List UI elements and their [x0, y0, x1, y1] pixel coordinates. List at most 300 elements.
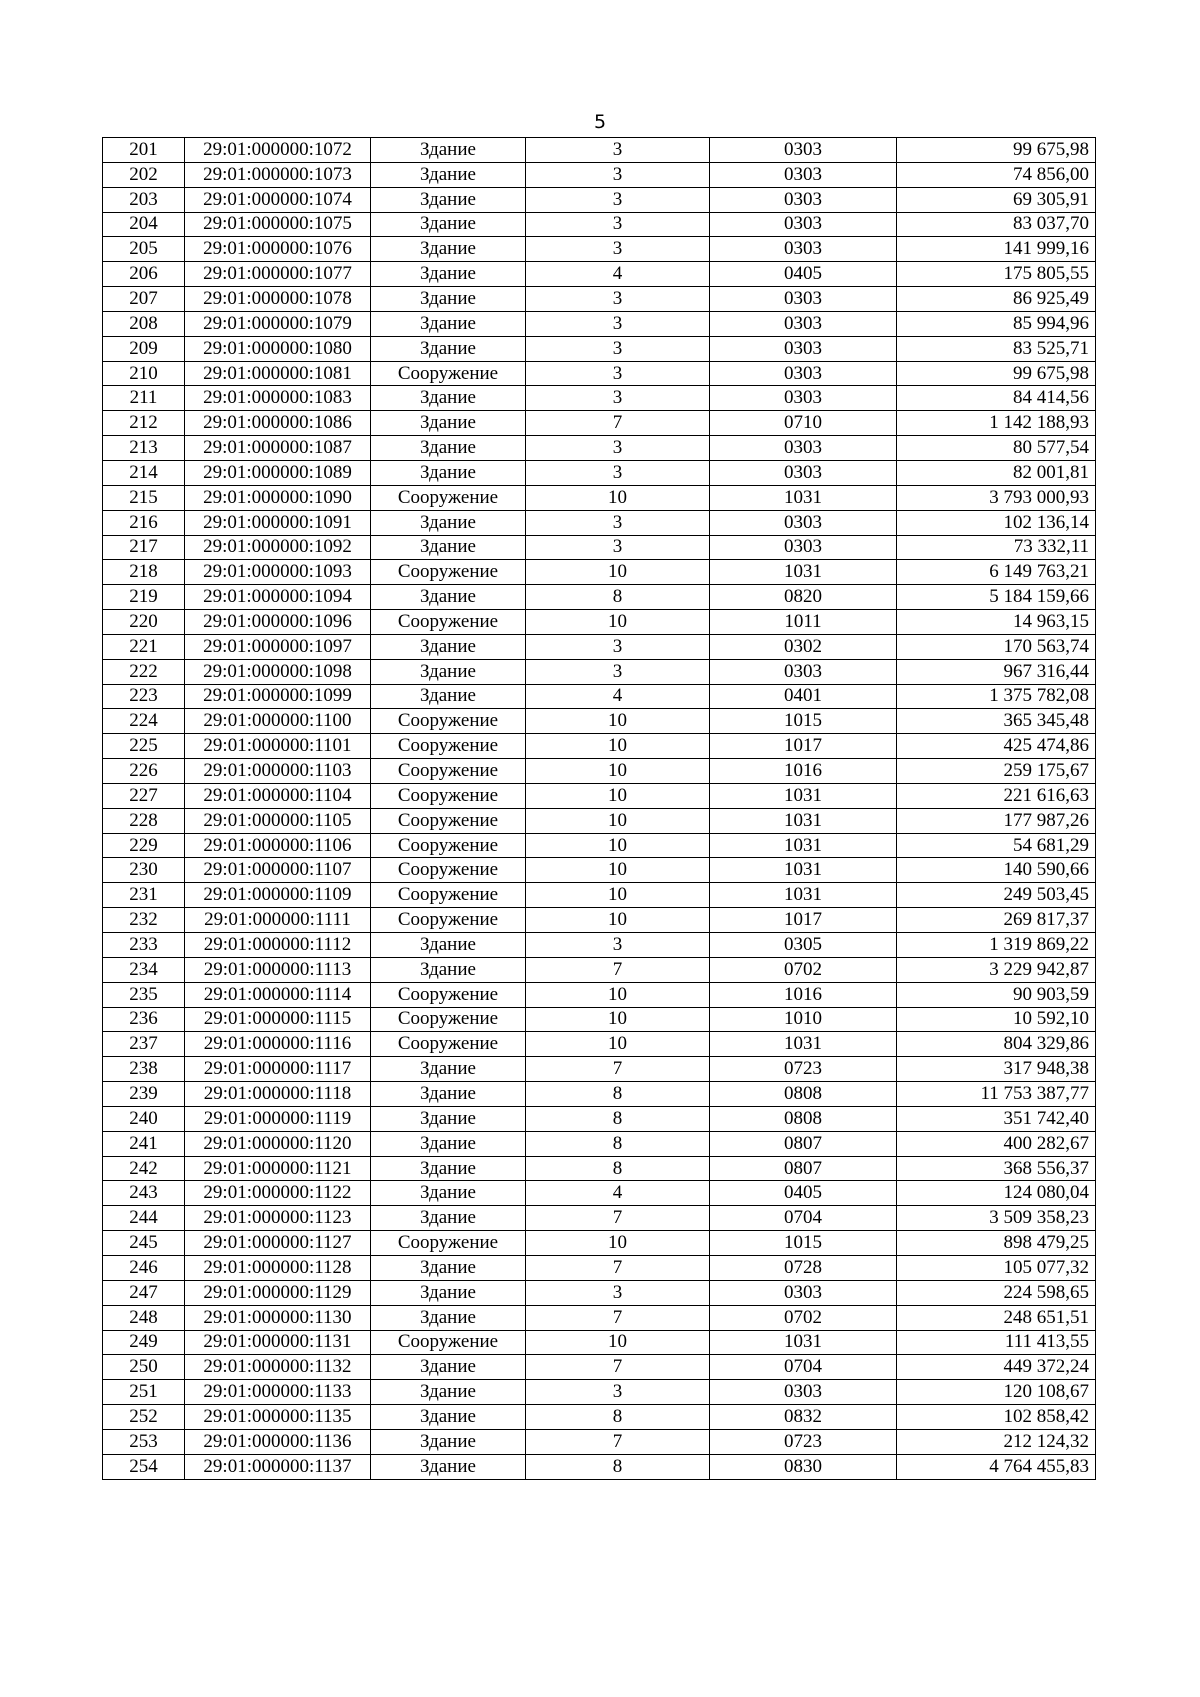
code: 0830	[710, 1454, 897, 1479]
object-type: Сооружение	[371, 560, 526, 585]
row-number: 234	[103, 957, 185, 982]
page-number: 5	[593, 111, 607, 133]
table-row	[103, 1330, 1096, 1355]
group-number: 3	[526, 311, 710, 336]
group-number: 8	[526, 1454, 710, 1479]
group-number: 3	[526, 237, 710, 262]
code: 1031	[710, 485, 897, 510]
cadastral-value: 400 282,67	[897, 1131, 1096, 1156]
row-number: 242	[103, 1156, 185, 1181]
cadastral-number: 29:01:000000:1121	[185, 1156, 371, 1181]
cadastral-number: 29:01:000000:1100	[185, 709, 371, 734]
code: 0405	[710, 262, 897, 287]
table-row	[103, 659, 1096, 684]
group-number: 10	[526, 908, 710, 933]
cadastral-value: 1 375 782,08	[897, 684, 1096, 709]
table-row	[103, 1156, 1096, 1181]
cadastral-number: 29:01:000000:1103	[185, 759, 371, 784]
cadastral-value: 90 903,59	[897, 982, 1096, 1007]
group-number: 3	[526, 138, 710, 163]
row-number: 229	[103, 833, 185, 858]
object-type: Сооружение	[371, 1007, 526, 1032]
table-row	[103, 684, 1096, 709]
group-number: 10	[526, 759, 710, 784]
group-number: 7	[526, 957, 710, 982]
cadastral-number: 29:01:000000:1098	[185, 659, 371, 684]
object-type: Сооружение	[371, 361, 526, 386]
group-number: 7	[526, 1355, 710, 1380]
group-number: 8	[526, 1082, 710, 1107]
group-number: 8	[526, 585, 710, 610]
object-type: Здание	[371, 1057, 526, 1082]
group-number: 10	[526, 833, 710, 858]
table-row	[103, 957, 1096, 982]
row-number: 252	[103, 1405, 185, 1430]
cadastral-value: 1 319 869,22	[897, 933, 1096, 958]
code: 0807	[710, 1131, 897, 1156]
code: 0303	[710, 212, 897, 237]
row-number: 219	[103, 585, 185, 610]
cadastral-value: 212 124,32	[897, 1429, 1096, 1454]
cadastral-value: 175 805,55	[897, 262, 1096, 287]
row-number: 244	[103, 1206, 185, 1231]
row-number: 218	[103, 560, 185, 585]
code: 0303	[710, 436, 897, 461]
cadastral-number: 29:01:000000:1087	[185, 436, 371, 461]
code: 1031	[710, 783, 897, 808]
row-number: 226	[103, 759, 185, 784]
object-type: Сооружение	[371, 982, 526, 1007]
object-type: Здание	[371, 187, 526, 212]
row-number: 224	[103, 709, 185, 734]
row-number: 211	[103, 386, 185, 411]
code: 0704	[710, 1206, 897, 1231]
group-number: 10	[526, 709, 710, 734]
code: 0702	[710, 957, 897, 982]
object-type: Здание	[371, 1355, 526, 1380]
cadastral-number: 29:01:000000:1105	[185, 808, 371, 833]
code: 1031	[710, 1330, 897, 1355]
group-number: 8	[526, 1131, 710, 1156]
cadastral-number: 29:01:000000:1120	[185, 1131, 371, 1156]
table-row	[103, 585, 1096, 610]
row-number: 215	[103, 485, 185, 510]
group-number: 3	[526, 436, 710, 461]
object-type: Здание	[371, 933, 526, 958]
cadastral-value: 898 479,25	[897, 1231, 1096, 1256]
code: 0303	[710, 535, 897, 560]
row-number: 248	[103, 1305, 185, 1330]
table-row	[103, 933, 1096, 958]
cadastral-value: 249 503,45	[897, 883, 1096, 908]
table-row	[103, 1181, 1096, 1206]
table-row	[103, 1082, 1096, 1107]
code: 1010	[710, 1007, 897, 1032]
object-type: Сооружение	[371, 610, 526, 635]
cadastral-value: 69 305,91	[897, 187, 1096, 212]
cadastral-value: 317 948,38	[897, 1057, 1096, 1082]
table-row	[103, 1380, 1096, 1405]
table-row	[103, 336, 1096, 361]
object-type: Здание	[371, 162, 526, 187]
group-number: 10	[526, 982, 710, 1007]
cadastral-number: 29:01:000000:1096	[185, 610, 371, 635]
group-number: 7	[526, 411, 710, 436]
row-number: 221	[103, 634, 185, 659]
row-number: 227	[103, 783, 185, 808]
cadastral-value: 248 651,51	[897, 1305, 1096, 1330]
object-type: Здание	[371, 1305, 526, 1330]
code: 0728	[710, 1255, 897, 1280]
table-row	[103, 833, 1096, 858]
group-number: 10	[526, 1330, 710, 1355]
group-number: 10	[526, 734, 710, 759]
group-number: 10	[526, 858, 710, 883]
cadastral-value: 10 592,10	[897, 1007, 1096, 1032]
code: 0303	[710, 659, 897, 684]
row-number: 243	[103, 1181, 185, 1206]
code: 0303	[710, 162, 897, 187]
object-type: Сооружение	[371, 783, 526, 808]
code: 1015	[710, 709, 897, 734]
row-number: 240	[103, 1106, 185, 1131]
cadastral-number: 29:01:000000:1118	[185, 1082, 371, 1107]
cadastral-value: 80 577,54	[897, 436, 1096, 461]
cadastral-number: 29:01:000000:1074	[185, 187, 371, 212]
code: 1031	[710, 808, 897, 833]
cadastral-value: 140 590,66	[897, 858, 1096, 883]
object-type: Здание	[371, 336, 526, 361]
cadastral-number: 29:01:000000:1078	[185, 287, 371, 312]
code: 1017	[710, 734, 897, 759]
object-type: Здание	[371, 212, 526, 237]
group-number: 8	[526, 1156, 710, 1181]
object-type: Здание	[371, 138, 526, 163]
cadastral-number: 29:01:000000:1116	[185, 1032, 371, 1057]
code: 1031	[710, 858, 897, 883]
table-row	[103, 982, 1096, 1007]
object-type: Здание	[371, 957, 526, 982]
group-number: 3	[526, 659, 710, 684]
code: 0405	[710, 1181, 897, 1206]
table-row	[103, 162, 1096, 187]
cadastral-number: 29:01:000000:1106	[185, 833, 371, 858]
table-row	[103, 212, 1096, 237]
cadastral-value: 3 793 000,93	[897, 485, 1096, 510]
object-type: Здание	[371, 1106, 526, 1131]
row-number: 241	[103, 1131, 185, 1156]
group-number: 7	[526, 1057, 710, 1082]
cadastral-value: 102 858,42	[897, 1405, 1096, 1430]
code: 0723	[710, 1429, 897, 1454]
object-type: Здание	[371, 1181, 526, 1206]
table-row	[103, 138, 1096, 163]
cadastral-number: 29:01:000000:1093	[185, 560, 371, 585]
object-type: Здание	[371, 510, 526, 535]
cadastral-value: 804 329,86	[897, 1032, 1096, 1057]
table-row	[103, 908, 1096, 933]
object-type: Сооружение	[371, 759, 526, 784]
object-type: Здание	[371, 237, 526, 262]
cadastral-value: 86 925,49	[897, 287, 1096, 312]
table-row	[103, 1405, 1096, 1430]
cadastral-number: 29:01:000000:1086	[185, 411, 371, 436]
cadastral-number: 29:01:000000:1072	[185, 138, 371, 163]
cadastral-number: 29:01:000000:1097	[185, 634, 371, 659]
object-type: Сооружение	[371, 808, 526, 833]
cadastral-value: 1 142 188,93	[897, 411, 1096, 436]
table-row	[103, 858, 1096, 883]
table-row	[103, 560, 1096, 585]
cadastral-number: 29:01:000000:1090	[185, 485, 371, 510]
table-row	[103, 311, 1096, 336]
table-row	[103, 386, 1096, 411]
row-number: 235	[103, 982, 185, 1007]
cadastral-number: 29:01:000000:1073	[185, 162, 371, 187]
cadastral-value: 365 345,48	[897, 709, 1096, 734]
table-row	[103, 187, 1096, 212]
object-type: Здание	[371, 1429, 526, 1454]
code: 0704	[710, 1355, 897, 1380]
cadastral-number: 29:01:000000:1130	[185, 1305, 371, 1330]
row-number: 210	[103, 361, 185, 386]
table-row	[103, 436, 1096, 461]
code: 0303	[710, 336, 897, 361]
code: 1016	[710, 982, 897, 1007]
table-row	[103, 1106, 1096, 1131]
cadastral-number: 29:01:000000:1104	[185, 783, 371, 808]
row-number: 204	[103, 212, 185, 237]
row-number: 208	[103, 311, 185, 336]
table-row	[103, 1429, 1096, 1454]
row-number: 247	[103, 1280, 185, 1305]
group-number: 3	[526, 510, 710, 535]
code: 0303	[710, 460, 897, 485]
cadastral-number: 29:01:000000:1115	[185, 1007, 371, 1032]
object-type: Здание	[371, 659, 526, 684]
cadastral-number: 29:01:000000:1117	[185, 1057, 371, 1082]
group-number: 10	[526, 783, 710, 808]
group-number: 7	[526, 1206, 710, 1231]
group-number: 10	[526, 1231, 710, 1256]
row-number: 214	[103, 460, 185, 485]
cadastral-number: 29:01:000000:1136	[185, 1429, 371, 1454]
row-number: 203	[103, 187, 185, 212]
cadastral-number: 29:01:000000:1092	[185, 535, 371, 560]
row-number: 237	[103, 1032, 185, 1057]
object-type: Здание	[371, 287, 526, 312]
group-number: 3	[526, 1280, 710, 1305]
cadastral-value: 105 077,32	[897, 1255, 1096, 1280]
table-row	[103, 485, 1096, 510]
cadastral-value: 170 563,74	[897, 634, 1096, 659]
row-number: 222	[103, 659, 185, 684]
code: 0303	[710, 361, 897, 386]
cadastral-number: 29:01:000000:1119	[185, 1106, 371, 1131]
group-number: 3	[526, 634, 710, 659]
code: 0303	[710, 311, 897, 336]
table-row	[103, 1206, 1096, 1231]
group-number: 3	[526, 361, 710, 386]
cadastral-value: 82 001,81	[897, 460, 1096, 485]
row-number: 231	[103, 883, 185, 908]
object-type: Здание	[371, 1206, 526, 1231]
cadastral-value: 73 332,11	[897, 535, 1096, 560]
code: 1031	[710, 560, 897, 585]
object-type: Сооружение	[371, 908, 526, 933]
cadastral-number: 29:01:000000:1127	[185, 1231, 371, 1256]
cadastral-number: 29:01:000000:1107	[185, 858, 371, 883]
cadastral-number: 29:01:000000:1109	[185, 883, 371, 908]
row-number: 246	[103, 1255, 185, 1280]
object-type: Здание	[371, 684, 526, 709]
cadastral-number: 29:01:000000:1083	[185, 386, 371, 411]
row-number: 213	[103, 436, 185, 461]
object-type: Здание	[371, 436, 526, 461]
table-row	[103, 535, 1096, 560]
table-row	[103, 808, 1096, 833]
table-row	[103, 1355, 1096, 1380]
table-row	[103, 1057, 1096, 1082]
cadastral-value: 85 994,96	[897, 311, 1096, 336]
row-number: 254	[103, 1454, 185, 1479]
cadastral-number: 29:01:000000:1101	[185, 734, 371, 759]
cadastral-number: 29:01:000000:1129	[185, 1280, 371, 1305]
cadastral-number: 29:01:000000:1079	[185, 311, 371, 336]
cadastral-value: 120 108,67	[897, 1380, 1096, 1405]
cadastral-value: 6 149 763,21	[897, 560, 1096, 585]
cadastral-number: 29:01:000000:1131	[185, 1330, 371, 1355]
code: 0303	[710, 1380, 897, 1405]
object-type: Здание	[371, 1380, 526, 1405]
cadastral-value: 11 753 387,77	[897, 1082, 1096, 1107]
property-table	[102, 137, 1096, 1480]
cadastral-value: 99 675,98	[897, 361, 1096, 386]
table-row	[103, 237, 1096, 262]
table-row	[103, 1305, 1096, 1330]
code: 0808	[710, 1106, 897, 1131]
code: 0302	[710, 634, 897, 659]
table-row	[103, 1255, 1096, 1280]
code: 0303	[710, 1280, 897, 1305]
object-type: Сооружение	[371, 883, 526, 908]
cadastral-number: 29:01:000000:1113	[185, 957, 371, 982]
cadastral-number: 29:01:000000:1076	[185, 237, 371, 262]
row-number: 205	[103, 237, 185, 262]
row-number: 239	[103, 1082, 185, 1107]
row-number: 207	[103, 287, 185, 312]
row-number: 253	[103, 1429, 185, 1454]
row-number: 209	[103, 336, 185, 361]
cadastral-value: 83 037,70	[897, 212, 1096, 237]
table-row	[103, 1131, 1096, 1156]
code: 0303	[710, 237, 897, 262]
object-type: Здание	[371, 634, 526, 659]
group-number: 7	[526, 1305, 710, 1330]
table-row	[103, 634, 1096, 659]
object-type: Здание	[371, 1255, 526, 1280]
code: 1031	[710, 1032, 897, 1057]
object-type: Здание	[371, 386, 526, 411]
cadastral-number: 29:01:000000:1132	[185, 1355, 371, 1380]
cadastral-value: 84 414,56	[897, 386, 1096, 411]
cadastral-value: 74 856,00	[897, 162, 1096, 187]
cadastral-value: 5 184 159,66	[897, 585, 1096, 610]
table-row	[103, 1454, 1096, 1479]
object-type: Сооружение	[371, 858, 526, 883]
code: 0303	[710, 510, 897, 535]
code: 1011	[710, 610, 897, 635]
code: 1031	[710, 833, 897, 858]
cadastral-value: 99 675,98	[897, 138, 1096, 163]
object-type: Здание	[371, 535, 526, 560]
table-row	[103, 411, 1096, 436]
cadastral-number: 29:01:000000:1137	[185, 1454, 371, 1479]
cadastral-value: 425 474,86	[897, 734, 1096, 759]
table-row	[103, 1007, 1096, 1032]
group-number: 7	[526, 1255, 710, 1280]
code: 1031	[710, 883, 897, 908]
cadastral-value: 351 742,40	[897, 1106, 1096, 1131]
cadastral-value: 124 080,04	[897, 1181, 1096, 1206]
group-number: 3	[526, 187, 710, 212]
group-number: 3	[526, 212, 710, 237]
group-number: 10	[526, 485, 710, 510]
cadastral-number: 29:01:000000:1077	[185, 262, 371, 287]
group-number: 10	[526, 808, 710, 833]
cadastral-number: 29:01:000000:1112	[185, 933, 371, 958]
code: 0808	[710, 1082, 897, 1107]
code: 0303	[710, 287, 897, 312]
cadastral-number: 29:01:000000:1099	[185, 684, 371, 709]
group-number: 3	[526, 933, 710, 958]
group-number: 3	[526, 1380, 710, 1405]
code: 0832	[710, 1405, 897, 1430]
object-type: Сооружение	[371, 1330, 526, 1355]
table-row	[103, 1280, 1096, 1305]
cadastral-value: 449 372,24	[897, 1355, 1096, 1380]
cadastral-number: 29:01:000000:1122	[185, 1181, 371, 1206]
object-type: Сооружение	[371, 1231, 526, 1256]
table-row	[103, 262, 1096, 287]
object-type: Сооружение	[371, 734, 526, 759]
cadastral-number: 29:01:000000:1094	[185, 585, 371, 610]
code: 0303	[710, 386, 897, 411]
group-number: 10	[526, 1032, 710, 1057]
cadastral-value: 259 175,67	[897, 759, 1096, 784]
table-body	[103, 138, 1096, 1480]
object-type: Здание	[371, 411, 526, 436]
cadastral-value: 83 525,71	[897, 336, 1096, 361]
group-number: 10	[526, 883, 710, 908]
cadastral-value: 269 817,37	[897, 908, 1096, 933]
cadastral-number: 29:01:000000:1111	[185, 908, 371, 933]
row-number: 251	[103, 1380, 185, 1405]
code: 0723	[710, 1057, 897, 1082]
cadastral-value: 111 413,55	[897, 1330, 1096, 1355]
code: 1016	[710, 759, 897, 784]
object-type: Здание	[371, 1280, 526, 1305]
object-type: Здание	[371, 1156, 526, 1181]
cadastral-value: 4 764 455,83	[897, 1454, 1096, 1479]
code: 0807	[710, 1156, 897, 1181]
cadastral-value: 177 987,26	[897, 808, 1096, 833]
cadastral-number: 29:01:000000:1128	[185, 1255, 371, 1280]
cadastral-value: 3 509 358,23	[897, 1206, 1096, 1231]
cadastral-value: 102 136,14	[897, 510, 1096, 535]
cadastral-number: 29:01:000000:1081	[185, 361, 371, 386]
row-number: 223	[103, 684, 185, 709]
